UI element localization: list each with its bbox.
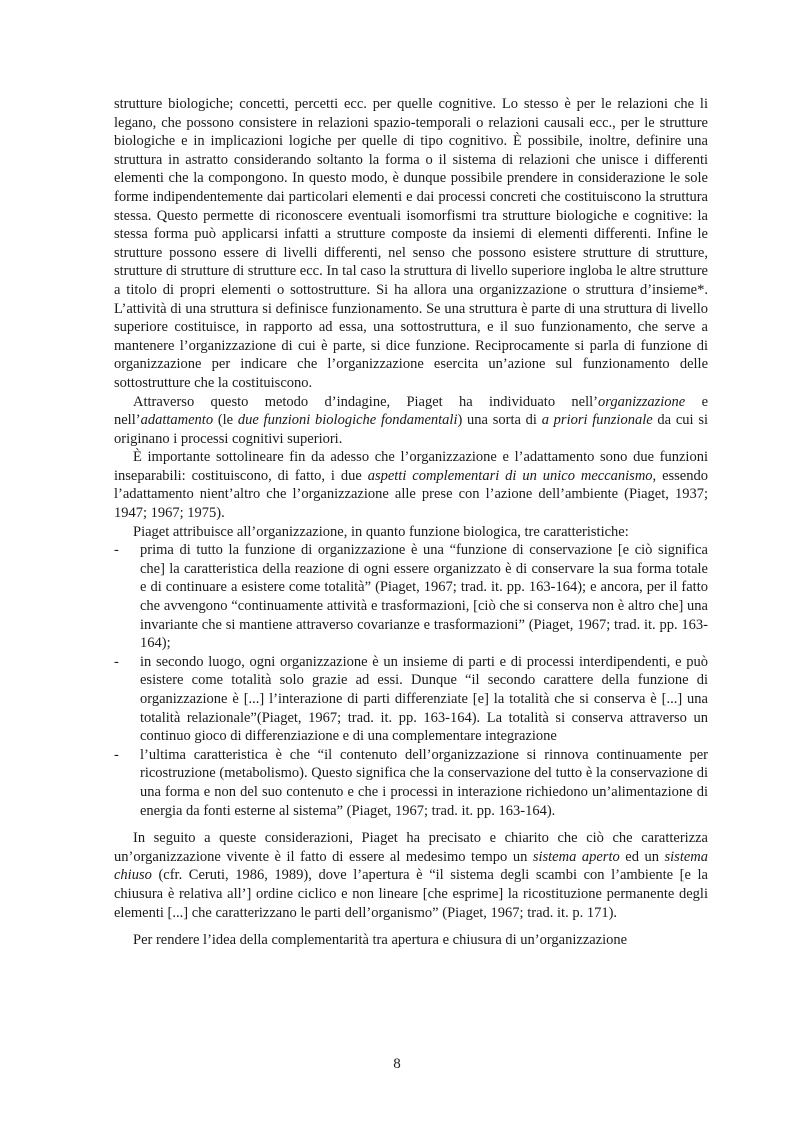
page-number: 8	[393, 1056, 401, 1072]
list-item-text: l’ultima caratteristica è che “il contenuto dell’organizzazione si rinnova continuamente per ricostruzione (metabolismo). Questo significa che la conservazione del tutto è la conservazione di una forma e non del suo contenuto e che i processi in interazione richiedono un’alimentazione di energia da fonti esterne al sistema” (Piaget, 1967; trad. it. pp. 163-164).	[140, 746, 708, 819]
list-item-text: prima di tutto la funzione di organizzazione è una “funzione di conservazione [e ciò significa che] la caratteristica della reazione di ogni essere organizzato è di conservare la sua forma totale e di continuare a esistere come totalità” (Piaget, 1967; trad. it. pp. 163-164); e ancora, per il fatto che avvengono “continuamente attività e trasformazioni, [ciò che si conserva non è altro che] una invariante che si mantiene attraverso covarianze e trasformazioni” (Piaget, 1967; trad. it. pp. 163-164);	[140, 542, 708, 652]
italic-run: adattamento	[140, 412, 214, 429]
text-run: (cfr. Ceruti, 1986, 1989), dove l’apertura è “il sistema degli scambi con l’ambiente [e la chiusura è relativa all’] ordine ciclico e non lineare [che esprime] la ricostituzione permanente degli elementi [...] che caratterizzano le parti dell’organismo” (Piaget, 1967; trad. it. p. 171).	[114, 867, 708, 921]
text-run: e nell’	[114, 393, 709, 429]
italic-run: sistema chiuso	[114, 848, 708, 884]
text-run: da cui si originano i processi cognitivi superiori.	[114, 412, 708, 447]
text-run: Per rendere l’idea della complementarità tra apertura e chiusura di un’organizzazione	[133, 932, 628, 949]
list-item	[114, 746, 708, 820]
italic-run: sistema aperto	[532, 848, 620, 865]
paragraph-a-priori	[114, 393, 708, 449]
italic-run: a priori funzionale	[541, 412, 653, 429]
paragraph-three-characteristics	[114, 523, 708, 542]
list-dash: -	[114, 653, 119, 670]
paragraph-structures	[114, 95, 708, 393]
text-run: ed un	[619, 848, 665, 865]
text-run: , essendo l’adattamento nient’altro che l’organizzazione alle prese con l’azione dell’ambiente (Piaget, 1937; 1947; 1967; 1975).	[114, 467, 708, 522]
paragraph-open-closed-system	[114, 829, 708, 922]
text-run: strutture biologiche; concetti, percetti ecc. per quelle cognitive. Lo stesso è per le relazioni che li legano, che possono consistere in relazioni spazio-temporali o relazioni causali ecc., per le strutture biologiche e in implicazioni logiche per quelle di tipo cognitivo. È possibile, inoltre, definire una struttura in astratto considerando soltanto la forma o il sistema di relazioni che unisce i differenti elementi che la compongono. In questo modo, è dunque possibile prendere in considerazione le sole forme indipendentemente dai particolari elementi e dai processi concreti che costituiscono la struttura stessa. Questo permette di riconoscere eventuali isomorfismi tra strutture biologiche e cognitive: la stessa forma può applicarsi infatti a strutture composte da insiemi di elementi differenti. Infine le strutture possono essere di livelli differenti, nel senso che possono esistere strutture di strutture, strutture di strutture di strutture ecc. In tal caso la struttura di livello superiore ingloba le altre strutture a titolo di propri elementi o sottostrutture. Si ha allora una organizzazione o struttura d’insieme*. L’attività di una struttura si definisce funzionamento. Se una struttura è parte di una struttura di livello superiore costituisce, in rapporto ad essa, una sottostruttura, e il suo funzionamento, che serve a mantenere l’organizzazione di cui è parte, si dice funzione. Reciprocamente si parla di funzione di organizzazione per indicare che l’organizzazione esercita un’azione sul funzionamento delle sottostrutture che la costituiscono.	[114, 96, 708, 391]
list-item	[114, 541, 708, 653]
text-run: In seguito a queste considerazioni, Piaget ha precisato e chiarito che ciò che caratterizza un’organizzazione vivente è il fatto di essere al medesimo tempo un	[114, 830, 708, 865]
page-body	[114, 95, 708, 950]
text-run: Piaget attribuisce all’organizzazione, in quanto funzione biologica, tre caratteristiche:	[133, 523, 629, 540]
text-run: È importante sottolineare fin da adesso che l’organizzazione e l’adattamento sono due funzioni inseparabili: costituiscono, di fatto, i due	[114, 449, 708, 484]
text-run: Attraverso questo metodo d’indagine, Piaget ha individuato nell’	[133, 393, 598, 410]
paragraph-complementarity	[114, 931, 708, 950]
italic-run: organizzazione	[597, 393, 686, 410]
list-item-text: in secondo luogo, ogni organizzazione è un insieme di parti e di processi interdipendenti, e può esistere come totalità solo grazie ad essi. Dunque “il secondo carattere della funzione di organizzazione è [...] l’interazione di parti differenziate [e] la totalità che si conserva è [...] una totalità relazionale”(Piaget, 1967; trad. it. pp. 163-164). La totalità si conserva attraverso un continuo gioco di differenziazione e di una complementare integrazione	[140, 653, 708, 745]
text-run: (le	[213, 412, 238, 429]
text-run: ) una sorta di	[457, 412, 542, 429]
list-dash: -	[114, 746, 119, 763]
italic-run: due funzioni biologiche fondamentali	[237, 412, 458, 429]
list-dash: -	[114, 542, 119, 559]
paragraph-inseparable-functions	[114, 448, 708, 522]
characteristics-list	[114, 541, 708, 820]
list-item	[114, 653, 708, 746]
italic-run: aspetti complementari di un unico meccanismo	[367, 467, 653, 484]
